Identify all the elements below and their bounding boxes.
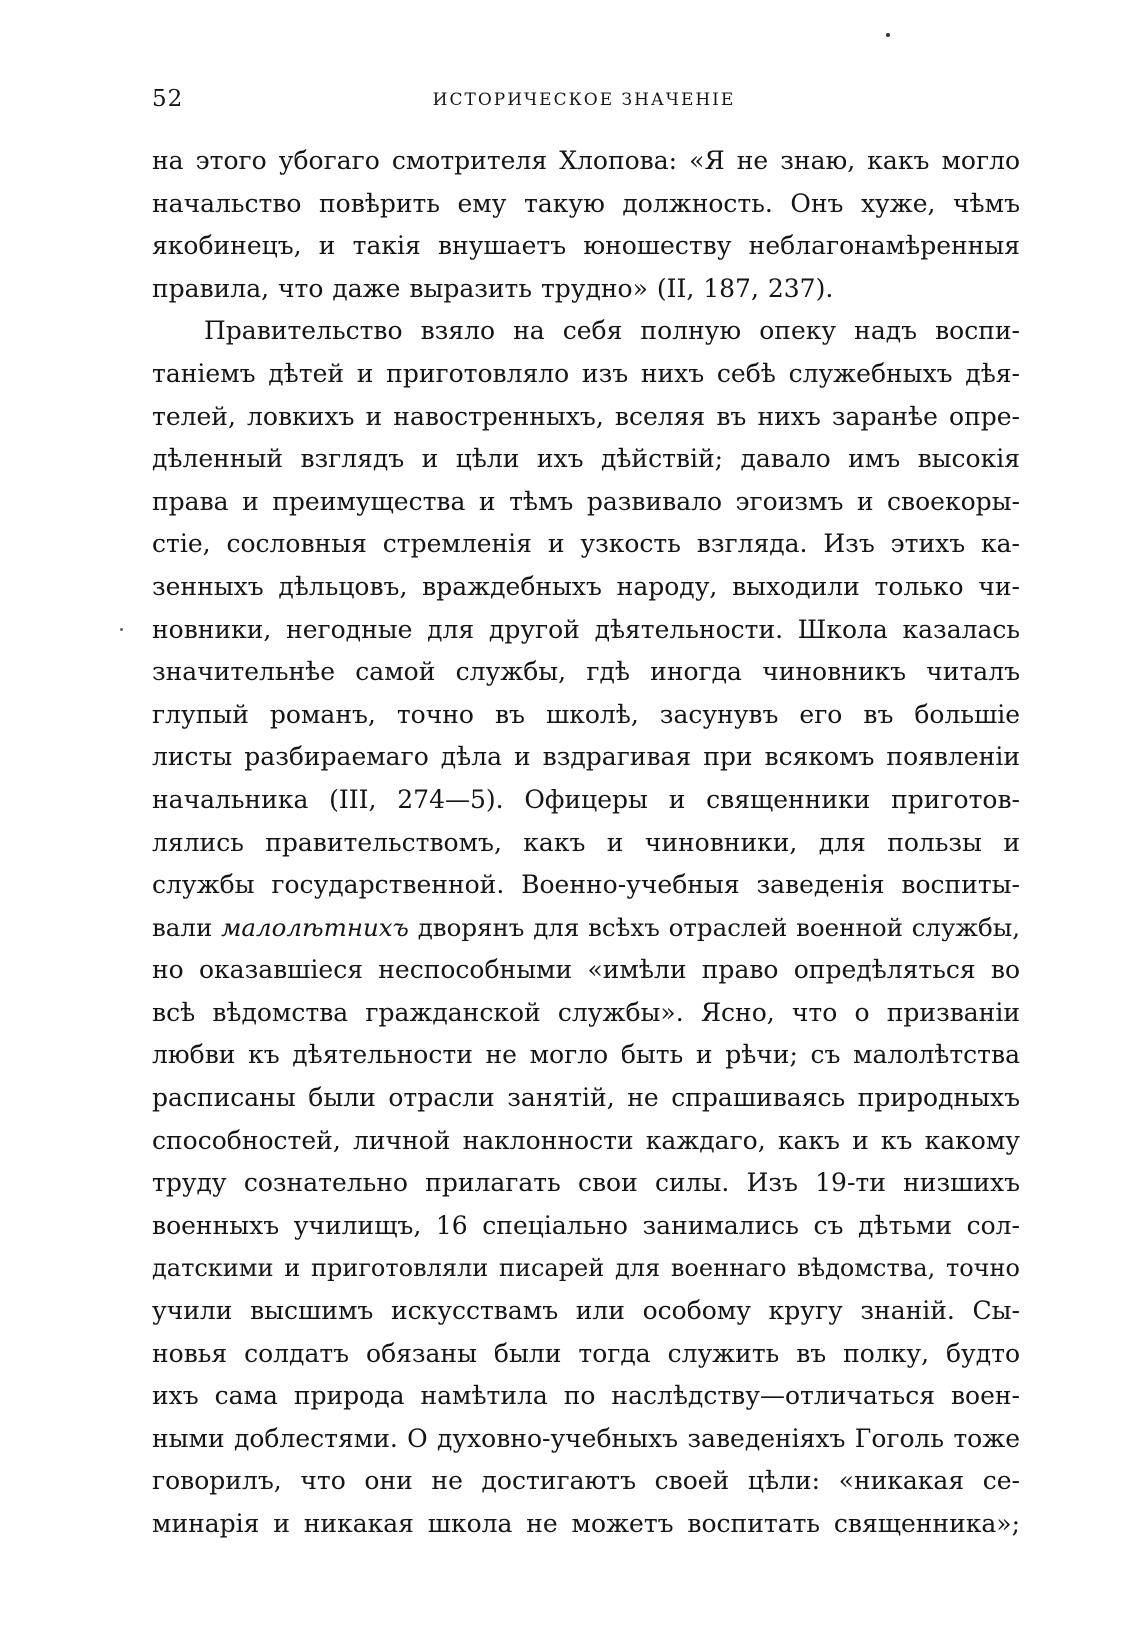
text-line: но оказавшіеся неспособными «имѣли право опредѣляться во <box>152 955 1020 985</box>
text-line: расписаны были отрасли занятій, не спрашиваясь природныхъ <box>152 1083 1020 1113</box>
text-line: правила, что даже выразить трудно» (II, 187, 237). <box>152 273 834 303</box>
text-line: лялись правительствомъ, какъ и чиновники, для пользы и <box>152 827 1020 857</box>
text-line: способностей, личной наклонности каждаго, какъ и къ какому <box>152 1125 1020 1155</box>
text-line: листы разбираемаго дѣла и вздрагивая при всякомъ появленіи <box>152 742 1020 772</box>
text-line: якобинецъ, и такія внушаетъ юношеству неблагонамѣренныя <box>152 231 1020 261</box>
running-title: ИСТОРИЧЕСКОЕ ЗНАЧЕНІЕ <box>432 90 736 110</box>
text-line: службы государственной. Военно-учебныя заведенія воспиты- <box>152 870 1020 900</box>
text-line: учили высшимъ искусствамъ или особому кругу знаній. Сы- <box>152 1296 1020 1326</box>
text-line: начальника (III, 274—5). Офицеры и священники приготов- <box>152 784 1020 814</box>
text-line: телей, ловкихъ и навостренныхъ, вселяя въ нихъ заранѣе опре- <box>152 401 1020 431</box>
text-line: труду сознательно прилагать свои силы. Изъ 19-ти низшихъ <box>152 1168 1020 1198</box>
body-text <box>152 140 1020 1546</box>
page-header <box>152 86 1016 116</box>
text-line: значительнѣе самой службы, гдѣ иногда чиновникъ читалъ <box>152 657 1020 687</box>
ink-speck <box>120 628 123 631</box>
text-line: минарія и никакая школа не можетъ воспитать священника»; <box>152 1509 1020 1538</box>
text-line: ными доблестями. О духовно-учебныхъ заведеніяхъ Гоголь тоже <box>152 1423 1020 1453</box>
text-line: новья солдатъ обязаны были тогда служить въ полку, будто <box>152 1338 1020 1368</box>
text-fragment: вали <box>152 912 222 942</box>
text-fragment: дворянъ для всѣхъ отраслей военной службы, <box>408 912 1020 942</box>
text-line: говорилъ, что они не достигаютъ своей цѣли: «никакая се- <box>152 1466 1020 1496</box>
italic-word: малолѣтнихъ <box>221 912 409 942</box>
text-line: ихъ сама природа намѣтила по наслѣдству—отличаться воен- <box>152 1381 1020 1411</box>
text-line: таніемъ дѣтей и приготовляло изъ нихъ себѣ служебныхъ дѣя- <box>152 358 1020 388</box>
text-line: военныхъ училищъ, 16 спеціально занимались съ дѣтьми сол- <box>152 1210 1020 1240</box>
text-line: любви къ дѣятельности не могло быть и рѣчи; съ малолѣтства <box>152 1040 1020 1070</box>
text-line: зенныхъ дѣльцовъ, враждебныхъ народу, выходили только чи- <box>152 571 1020 601</box>
text-line: на этого убогаго смотрителя Хлопова: «Я не знаю, какъ могло <box>152 146 1020 175</box>
text-line: глупый романъ, точно въ школѣ, засунувъ его въ большіе <box>152 699 1020 729</box>
text-line: датскими и приготовляли писарей для военнаго вѣдомства, точно <box>152 1254 1020 1283</box>
ink-speck <box>886 33 890 37</box>
text-line: дѣленный взглядъ и цѣли ихъ дѣйствій; давало имъ высокія <box>152 444 1020 474</box>
text-line: начальство повѣрить ему такую должность. Онъ хуже, чѣмъ <box>152 188 1020 218</box>
page-number: 52 <box>152 86 184 112</box>
text-line-with-italic <box>152 907 1020 950</box>
paragraph-start-line: Правительство взяло на себя полную опеку надъ воспи- <box>204 316 1020 346</box>
text-line: всѣ вѣдомства гражданской службы». Ясно, что о призваніи <box>152 997 1020 1027</box>
text-line: стіе, сословныя стремленія и узкость взгляда. Изъ этихъ ка- <box>152 529 1020 559</box>
text-line: права и преимущества и тѣмъ развивало эгоизмъ и своекоры- <box>152 486 1020 516</box>
text-line: новники, негодные для другой дѣятельности. Школа казалась <box>152 614 1020 644</box>
